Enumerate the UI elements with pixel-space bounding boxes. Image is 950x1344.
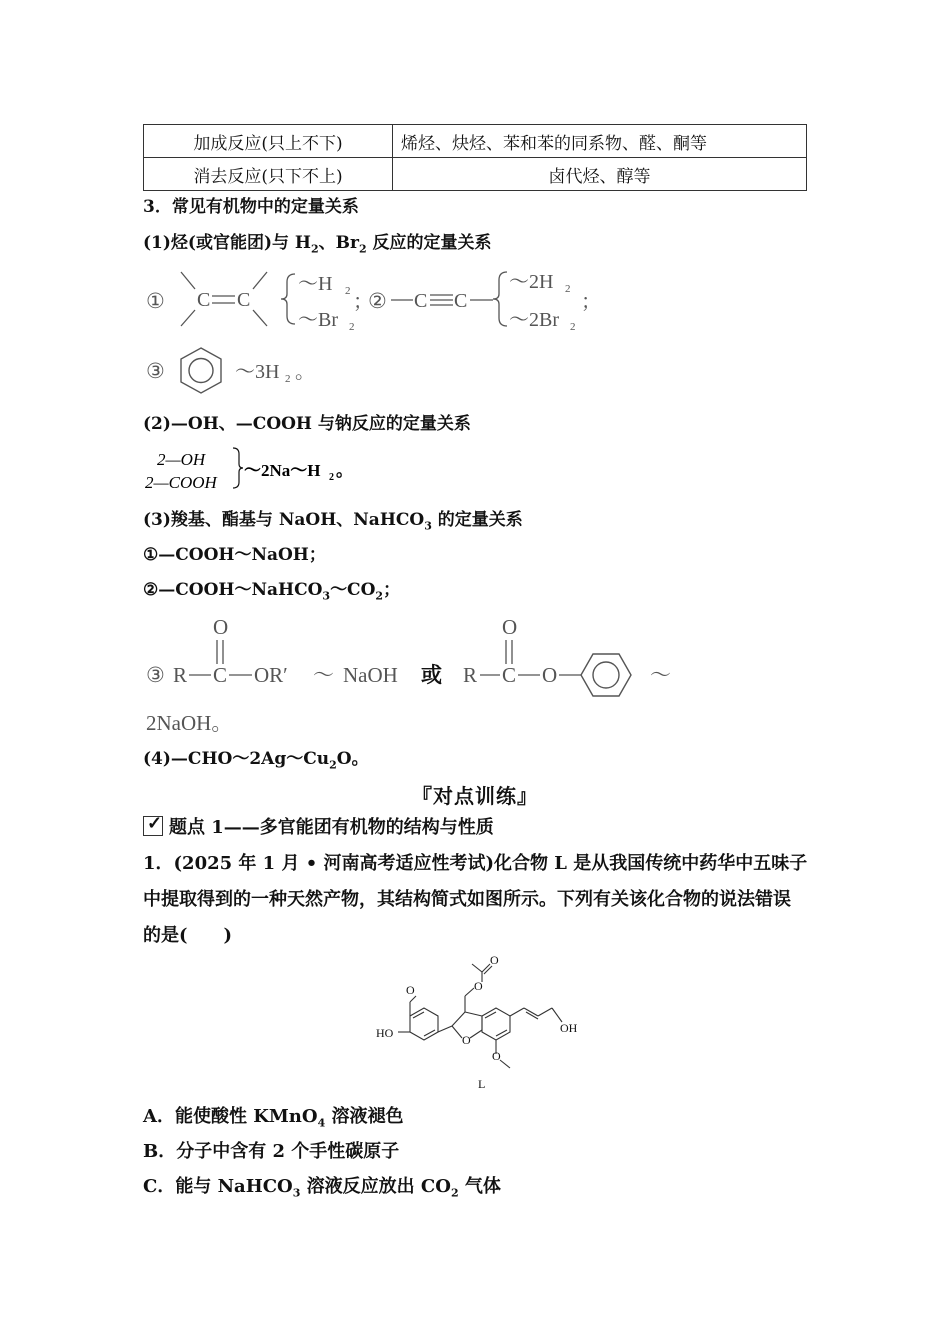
- subscript: 4: [317, 1116, 326, 1130]
- or-prime-group: OR′: [254, 663, 288, 687]
- text: O。: [336, 749, 369, 769]
- ester-formula: [143, 612, 703, 742]
- na-h2-relation: ～2Na～H: [244, 461, 321, 480]
- alkyne-2br2: ～2Br: [509, 309, 559, 331]
- ester-oxygen: O: [474, 979, 483, 993]
- subscript: 2: [450, 1186, 459, 1200]
- subscript: 2: [349, 321, 355, 333]
- text: 气体: [458, 1176, 501, 1197]
- text: ；: [383, 580, 401, 600]
- reaction-type-cell: 消去反应(只下不上): [144, 158, 393, 191]
- option-c: [143, 1175, 501, 1206]
- item-carboxyl-naoh: ①—COOH～NaOH；: [143, 545, 326, 565]
- ho-label: HO: [376, 1026, 394, 1040]
- benzene-ring-icon: [181, 348, 221, 393]
- table-row: [144, 158, 807, 191]
- topic-heading: [143, 813, 494, 839]
- text: A．能使酸性 KMnO: [143, 1106, 318, 1127]
- svg-text:C: C: [414, 290, 428, 312]
- subscript: 2: [358, 242, 367, 256]
- subsection-3-title: [143, 509, 523, 537]
- carboxyl-count: 2—COOH: [145, 473, 217, 492]
- checkbox-icon: ✓: [143, 816, 163, 836]
- carbonyl-oxygen: O: [490, 953, 499, 967]
- subscript: 2: [285, 373, 291, 385]
- subscript: 2: [570, 321, 576, 333]
- naoh: NaOH: [343, 663, 398, 687]
- subscript: 2: [329, 472, 334, 483]
- methoxy-oxygen: O: [406, 983, 415, 997]
- text: 的定量关系: [431, 510, 523, 530]
- marker-3: ③: [146, 359, 165, 383]
- sodium-formula: [143, 443, 383, 495]
- option-b: [143, 1140, 399, 1164]
- carbonyl-carbon: C: [213, 663, 228, 687]
- svg-text:C: C: [197, 289, 211, 311]
- phenyl-ring-icon: [581, 654, 631, 696]
- alkyne-skeleton: [391, 272, 507, 326]
- subscript: 2: [310, 242, 319, 256]
- reaction-type-cell: 加成反应(只上不下): [144, 125, 393, 158]
- text: 、Br: [318, 233, 359, 253]
- methoxy-oxygen-2: O: [492, 1049, 501, 1063]
- text: ②—COOH～NaHCO: [143, 580, 323, 600]
- compound-label: L: [478, 1077, 486, 1091]
- text: (4)—CHO～2Ag～Cu: [143, 749, 330, 769]
- or-word: 或: [421, 663, 442, 687]
- alkene-br2: ～Br: [298, 309, 338, 331]
- text: 溶液褪色: [325, 1106, 404, 1127]
- carbonyl-oxygen: O: [213, 615, 229, 639]
- text: C．能与 NaHCO: [143, 1176, 293, 1197]
- text: ～CO: [330, 580, 376, 600]
- question-text: 1．(2025 年 1 月 • 河南高考适应性考试)化合物 L 是从我国传统中药华中五味子中提取得到的一种天然产物，其结构简式如图所示。下列有关该化合物的说法错误的是( ): [143, 853, 808, 946]
- period: 。: [336, 461, 353, 480]
- benzene-formula: [143, 345, 343, 397]
- subsection-2-title: (2)—OH、—COOH 与钠反应的定量关系: [143, 414, 471, 434]
- oh-label: OH: [560, 1021, 578, 1035]
- ester-oxygen: O: [542, 663, 558, 687]
- benzene-3h2: ～3H: [235, 361, 280, 383]
- text: B．分子中含有 2 个手性碳原子: [143, 1141, 400, 1162]
- option-a: [143, 1105, 404, 1136]
- topic-text: 题点 1——多官能团有机物的结构与性质: [169, 817, 494, 838]
- alkyne-2h2: ～2H: [509, 271, 554, 293]
- text: 反应的定量关系: [366, 233, 492, 253]
- carbonyl-carbon-2: C: [502, 663, 517, 687]
- marker-3: ③: [146, 663, 165, 687]
- svg-text:C: C: [454, 290, 468, 312]
- hydroxyl-count: 2—OH: [157, 450, 206, 469]
- brace: [233, 448, 243, 488]
- alkene-h2: ～H: [298, 273, 333, 295]
- section-heading: 3．常见有机物中的定量关系: [143, 197, 359, 217]
- separator: ；: [353, 291, 373, 313]
- subscript: 2: [375, 589, 384, 603]
- marker-2: ②: [368, 289, 387, 313]
- substances-cell: 烯烃、炔烃、苯和苯的同系物、醛、酮等: [393, 125, 807, 158]
- svg-text:C: C: [237, 289, 251, 311]
- r-group: R: [173, 663, 188, 687]
- compound-l-structure: [370, 950, 590, 1095]
- alkene-alkyne-formula: [143, 262, 603, 342]
- carbonyl-oxygen-2: O: [502, 615, 518, 639]
- marker-1: ①: [146, 289, 165, 313]
- result-2naoh: 2NaOH。: [146, 711, 233, 735]
- subscript: 3: [424, 519, 432, 533]
- table-row: [144, 125, 807, 158]
- subsection-4-title: [143, 748, 369, 776]
- text: 溶液反应放出 CO: [300, 1176, 451, 1197]
- subscript: 3: [292, 1186, 301, 1200]
- reaction-table: [143, 124, 807, 191]
- subsection-1-title: [143, 232, 492, 260]
- tilde: ～: [313, 663, 334, 687]
- text: (1)烃(或官能团)与 H: [143, 233, 311, 253]
- separator: ；: [581, 291, 601, 313]
- text: (3)羧基、酯基与 NaOH、NaHCO: [143, 510, 425, 530]
- substances-cell: 卤代烃、醇等: [393, 158, 807, 191]
- subscript: 2: [345, 285, 351, 297]
- tilde: ～: [650, 663, 671, 687]
- subscript: 3: [322, 589, 331, 603]
- item-carboxyl-nahco3: [143, 579, 400, 607]
- furan-oxygen: O: [462, 1033, 471, 1047]
- period: 。: [295, 361, 315, 383]
- r-group-2: R: [463, 663, 478, 687]
- subscript: 2: [565, 283, 571, 295]
- subscript: 2: [329, 758, 337, 772]
- training-title: 『对点训练』: [412, 784, 538, 808]
